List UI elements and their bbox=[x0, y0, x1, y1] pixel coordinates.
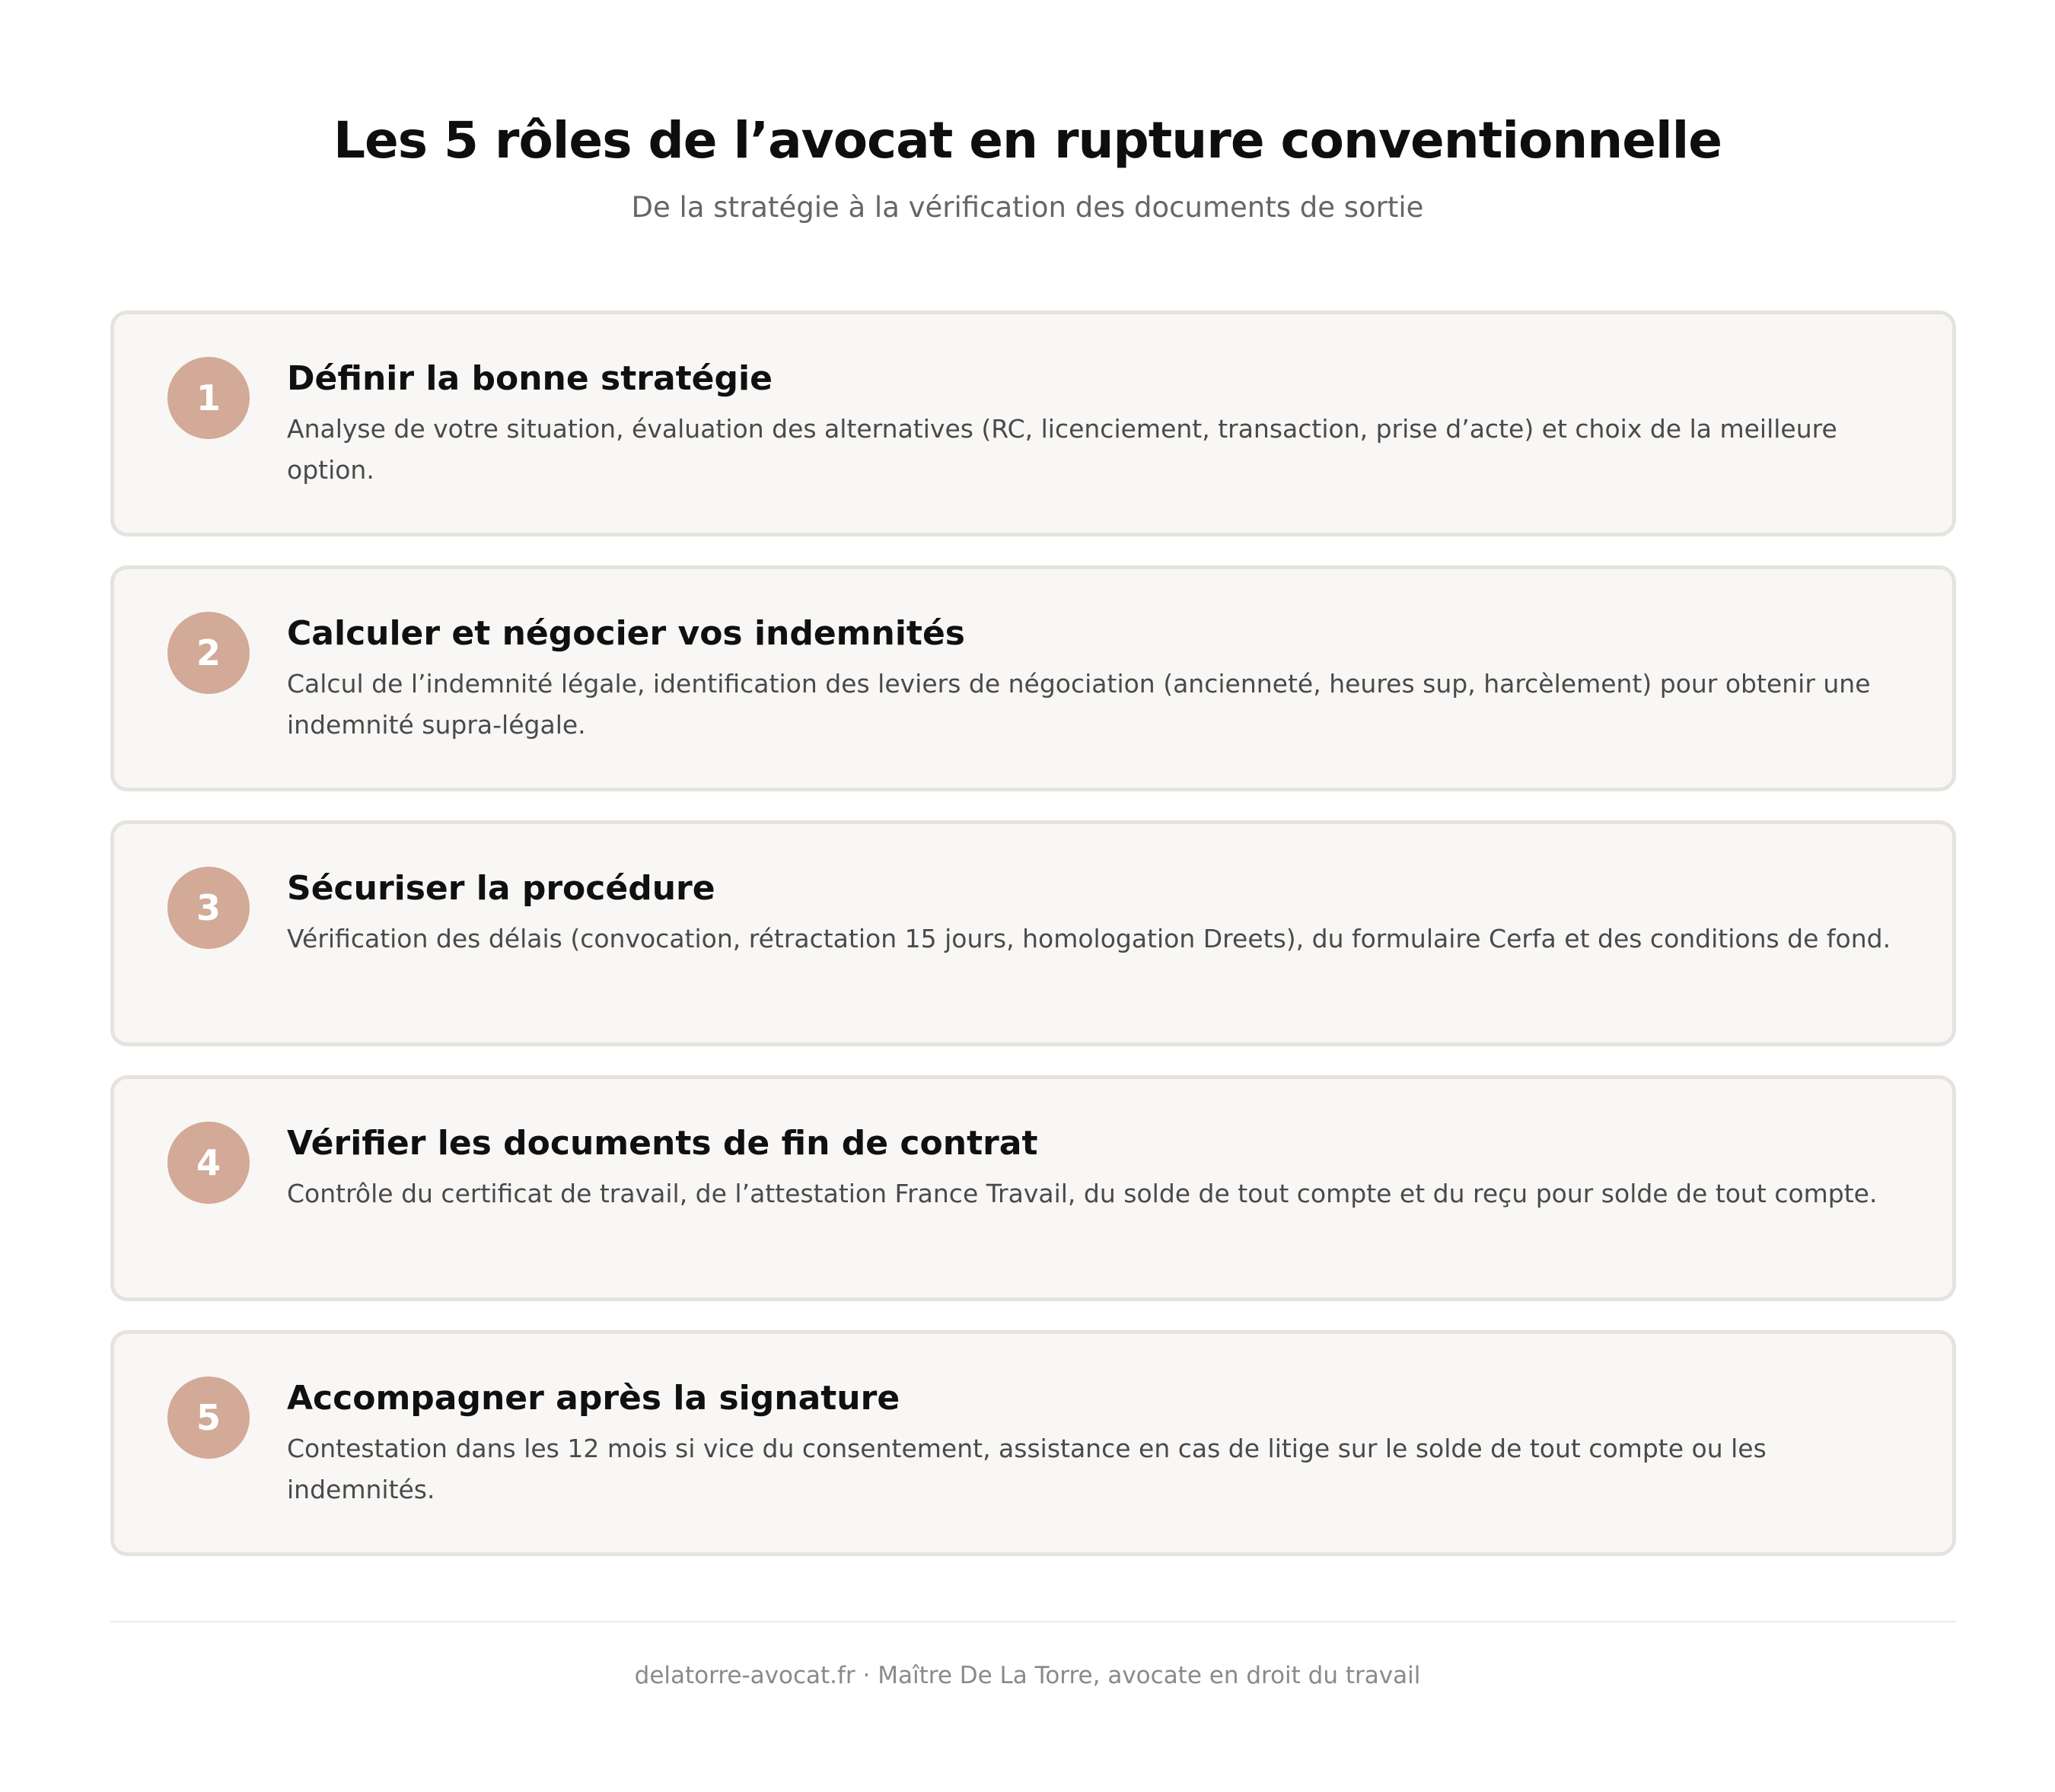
role-description: Vérification des délais (convocation, rétractation 15 jours, homologation Dreets), du formulaire Cerfa et des conditions de fond. bbox=[287, 924, 1891, 953]
role-card bbox=[110, 565, 1956, 791]
page-title: Les 5 rôles de l’avocat en rupture conventionnelle bbox=[333, 111, 1722, 170]
role-card bbox=[110, 310, 1956, 536]
role-title: Accompagner après la signature bbox=[287, 1379, 900, 1418]
role-number-badge: 5 bbox=[167, 1377, 250, 1459]
role-number-badge: 3 bbox=[167, 867, 250, 949]
role-description: Contestation dans les 12 mois si vice du consentement, assistance en cas de litige sur le solde de tout compte ou les indemnités. bbox=[287, 1434, 1767, 1504]
role-title: Sécuriser la procédure bbox=[287, 869, 715, 908]
role-description: Contrôle du certificat de travail, de l’attestation France Travail, du solde de tout compte et du reçu pour solde de tout compte. bbox=[287, 1179, 1878, 1208]
role-description: Calcul de l’indemnité légale, identification des leviers de négociation (ancienneté, heures sup, harcèlement) pour obtenir une indemnité supra-légale. bbox=[287, 669, 1871, 740]
role-card bbox=[110, 820, 1956, 1046]
role-title: Vérifier les documents de fin de contrat bbox=[287, 1124, 1038, 1163]
footer-credit: delatorre-avocat.fr · Maître De La Torre, avocate en droit du travail bbox=[634, 1662, 1421, 1689]
role-description: Analyse de votre situation, évaluation des alternatives (RC, licenciement, transaction, prise d’acte) et choix de la meilleure option. bbox=[287, 414, 1837, 485]
footer-divider bbox=[110, 1621, 1956, 1622]
role-card bbox=[110, 1075, 1956, 1301]
role-title: Calculer et négocier vos indemnités bbox=[287, 614, 965, 653]
role-title: Définir la bonne stratégie bbox=[287, 359, 773, 398]
role-number-badge: 1 bbox=[167, 357, 250, 439]
page-subtitle: De la stratégie à la vérification des documents de sortie bbox=[631, 191, 1424, 224]
role-card bbox=[110, 1330, 1956, 1556]
roles-list bbox=[110, 310, 1956, 1585]
role-number-badge: 4 bbox=[167, 1122, 250, 1204]
header bbox=[0, 107, 2055, 227]
role-number-badge: 2 bbox=[167, 612, 250, 694]
